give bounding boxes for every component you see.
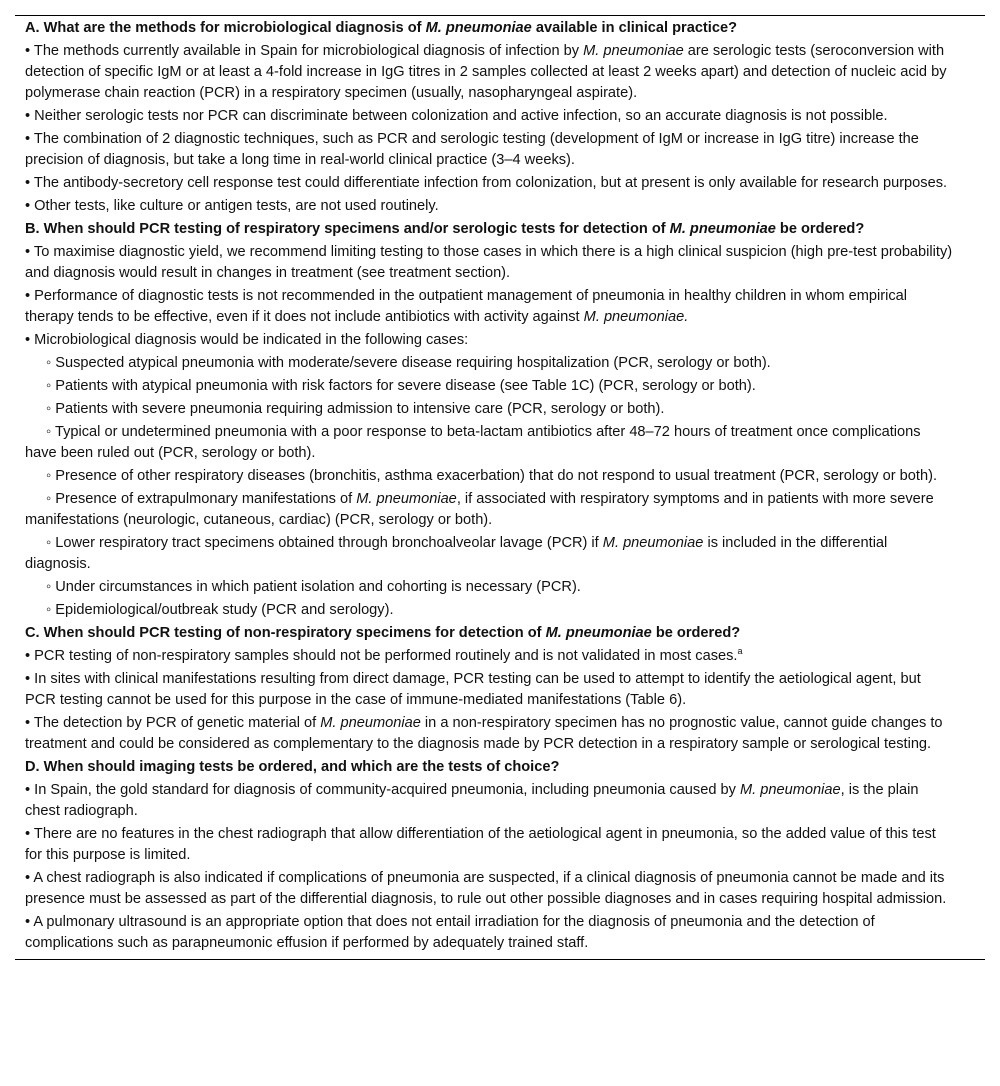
section-a [25,18,955,217]
sub-list-item: ◦ Epidemiological/outbreak study (PCR and serology). [46,602,394,618]
sub-list-item: ◦ Suspected atypical pneumonia with moderate/severe disease requiring hospitalization (PCR, serology or both). [46,355,771,371]
list-item: • Other tests, like culture or antigen tests, are not used routinely. [25,198,439,214]
list-item: • Performance of diagnostic tests is not recommended in the outpatient management of pneumonia in healthy children in whom empirical therapy tends to be effective, even if it does not include antibiotics with activity against M. pneumoniae. [25,288,908,325]
sub-list-item: ◦ Lower respiratory tract specimens obtained through bronchoalveolar lavage (PCR) if M. pneumoniae is included in the differential diagnosis. [25,535,888,572]
list-item: • The combination of 2 diagnostic techniques, such as PCR and serologic testing (development of IgM or increase in IgG titre) increase the precision of diagnosis, but take a long time in real-world clinical practice (3–4 weeks). [25,131,919,168]
list-item: • Neither serologic tests nor PCR can discriminate between colonization and active infection, so an accurate diagnosis is not possible. [25,108,888,124]
sub-list-item: ◦ Patients with atypical pneumonia with risk factors for severe disease (see Table 1C) (PCR, serology or both). [46,378,756,394]
list-item: • The methods currently available in Spain for microbiological diagnosis of infection by M. pneumoniae are serologic tests (seroconversion with detection of specific IgM or at least a 4-fold increase in IgG titres in 2 samples collected at least 2 weeks apart) and detection of nucleic acid by polymerase chain reaction (PCR) in a respiratory specimen (usually, nasopharyngeal aspirate). [25,43,947,101]
sub-list-item: ◦ Patients with severe pneumonia requiring admission to intensive care (PCR, serology or both). [46,401,665,417]
section-b-heading: B. When should PCR testing of respiratory specimens and/or serologic tests for detection of M. pneumoniae be ordered? [25,221,865,237]
recommendations-table [15,15,985,960]
list-item: • In Spain, the gold standard for diagnosis of community-acquired pneumonia, including pneumonia caused by M. pneumoniae, is the plain chest radiograph. [25,782,919,819]
list-item: • A pulmonary ultrasound is an appropriate option that does not entail irradiation for the diagnosis of pneumonia and the detection of complications such as parapneumonic effusion if performed by adequately trained staff. [25,914,875,951]
list-item: • To maximise diagnostic yield, we recommend limiting testing to those cases in which there is a high clinical suspicion (high pre-test probability) and diagnosis would result in changes in treatment (see treatment section). [25,244,953,281]
table-body [15,18,985,954]
list-item: • There are no features in the chest radiograph that allow differentiation of the aetiological agent in pneumonia, so the added value of this test for this purpose is limited. [25,826,936,863]
section-d-heading: D. When should imaging tests be ordered, and which are the tests of choice? [25,759,560,775]
section-a-heading: A. What are the methods for microbiological diagnosis of M. pneumoniae available in clinical practice? [25,20,737,36]
footnote-marker: a [737,646,743,657]
list-item: • The detection by PCR of genetic material of M. pneumoniae in a non-respiratory specimen has no prognostic value, cannot guide changes to treatment and could be considered as complementary to the diagnosis made by PCR detection in a respiratory sample or serological testing. [25,715,943,752]
section-d [25,757,955,954]
list-item: • Microbiological diagnosis would be indicated in the following cases: [25,332,469,348]
sub-list-item: ◦ Presence of other respiratory diseases (bronchitis, asthma exacerbation) that do not respond to usual treatment (PCR, serology or both). [46,468,937,484]
section-c [25,623,955,755]
sub-list-item: ◦ Presence of extrapulmonary manifestations of M. pneumoniae, if associated with respiratory symptoms and in patients with more severe manifestations (neurologic, cutaneous, cardiac) (PCR, serology or both). [25,491,934,528]
list-item: • The antibody-secretory cell response test could differentiate infection from colonization, but at present is only available for research purposes. [25,175,948,191]
list-item: • In sites with clinical manifestations resulting from direct damage, PCR testing can be used to attempt to identify the aetiological agent, but PCR testing cannot be used for this purpose in the case of immune-mediated manifestations (Table 6). [25,671,921,708]
list-item: • PCR testing of non-respiratory samples should not be performed routinely and is not validated in most cases.$^a$ [25,646,743,664]
sub-list-item: ◦ Under circumstances in which patient isolation and cohorting is necessary (PCR). [46,579,581,595]
list-item: • A chest radiograph is also indicated if complications of pneumonia are suspected, if a clinical diagnosis of pneumonia cannot be made and its presence must be assessed as part of the differential diagnosis, to rule out other possible diagnoses and in cases requiring hospital admission. [25,870,947,907]
section-b [25,219,955,621]
sub-list-item: ◦ Typical or undetermined pneumonia with a poor response to beta-lactam antibiotics after 48–72 hours of treatment once complications have been ruled out (PCR, serology or both). [25,424,921,461]
section-c-heading: C. When should PCR testing of non-respiratory specimens for detection of M. pneumoniae be ordered? [25,625,741,641]
